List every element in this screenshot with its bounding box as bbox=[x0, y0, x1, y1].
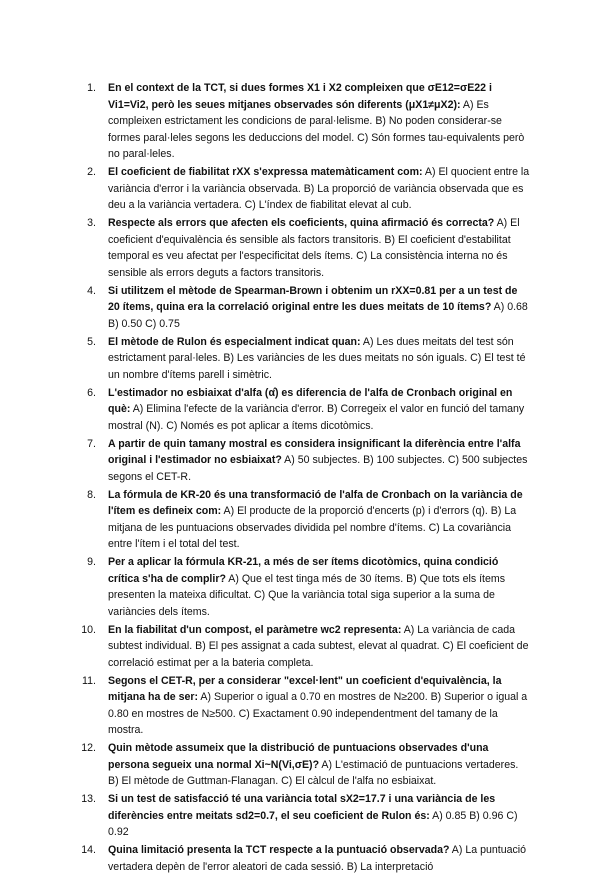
item-number: 10. bbox=[81, 623, 96, 636]
answer-options: A) 50 subjectes. B) 100 subjectes. C) 500 subjectes segons el CET-R. bbox=[108, 454, 528, 483]
list-item bbox=[0, 215, 600, 281]
list-item bbox=[0, 283, 600, 333]
item-number: 9. bbox=[87, 556, 96, 568]
question-stem: A partir de quin tamany mostral es considera insignificant la diferència entre l'alfa original i l'estimador no esbiaixat? bbox=[108, 437, 521, 466]
answer-options: A) Superior o igual a 0.70 en mostres de N≥200. B) Superior o igual a 0.80 en mostres de N≥500. C) Exactament 0.90 independentment del tamany de la mostra. bbox=[108, 691, 528, 736]
answer-options: A) Elimina l'efecte de la variància d'error. B) Corregeix el valor en funció del tamany mostral (N). C) Només es pot aplicar a ítems dicotòmics. bbox=[108, 403, 525, 432]
item-number: 6. bbox=[87, 386, 96, 399]
question-stem: El mètode de Rulon és especialment indicat quan: bbox=[108, 335, 361, 348]
item-number: 3. bbox=[87, 217, 96, 229]
question-stem: Respecte als errors que afecten els coeficients, quina afirmació és correcta? bbox=[108, 217, 495, 229]
item-number: 4. bbox=[87, 284, 96, 297]
list-item bbox=[0, 554, 600, 620]
answer-options: A) Les dues meitats del test són estrictament paral·leles. B) Les variàncies de les dues meitats no són iguals. C) El test té un nombre d'ítems parell i simètric. bbox=[108, 335, 526, 381]
answer-options: A) La puntuació vertadera depèn de l'error aleatori de cada sessió. B) La interpretació bbox=[108, 844, 527, 873]
list-item bbox=[0, 487, 600, 553]
list-item bbox=[0, 334, 600, 384]
answer-options: A) El producte de la proporció d'encerts (p) i d'errors (q). B) La mitjana de les puntuacions observades dividida pel nombre d'ítems. C) La covariància entre l'ítem i el total del test. bbox=[108, 505, 517, 550]
list-item bbox=[0, 842, 600, 875]
answer-options: A) Es compleixen estrictament les condicions de paral·lelisme. B) No poden considerar-se formes paral·leles segons les deduccions del model. C) Són formes tau-equivalents però no paral·leles. bbox=[108, 98, 525, 160]
item-number: 2. bbox=[87, 166, 96, 178]
question-stem: Si utilitzem el mètode de Spearman-Brown i obtenim un rXX=0.81 per a un test de 20 ítems, quina era la correlació original entre les dues meitats de 10 ítems? bbox=[108, 284, 518, 313]
answer-options: A) El coeficient d'equivalència és sensible als factors transitoris. B) El coeficient d'estabilitat temporal es veu afectat per l'especificitat dels ítems. C) La consistència interna no és sensible als errors deguts a factors transitoris. bbox=[108, 217, 520, 279]
answer-options: A) La variància de cada subtest individual. B) El pes assignat a cada subtest, elevat al quadrat. C) El coeficient de correlació estimat per a la bateria completa. bbox=[108, 623, 529, 669]
item-number: 13. bbox=[81, 793, 96, 805]
question-stem: Per a aplicar la fórmula KR-21, a més de ser ítems dicotòmics, quina condició crítica s'ha de complir? bbox=[108, 556, 499, 585]
list-item bbox=[0, 385, 600, 435]
item-number: 7. bbox=[87, 437, 96, 450]
answer-options: A) 0.68 B) 0.50 C) 0.75 bbox=[108, 301, 528, 330]
question-stem: L'estimador no esbiaixat d'alfa (α̂) es diferencia de l'alfa de Cronbach original en què: bbox=[108, 386, 513, 415]
question-stem: La fórmula de KR-20 és una transformació de l'alfa de Cronbach on la variància de l'ítem es defineix com: bbox=[108, 488, 523, 517]
question-stem: Segons el CET-R, per a considerar "excel·lent" un coeficient d'equivalència, la mitjana ha de ser: bbox=[108, 674, 502, 703]
item-number: 8. bbox=[87, 488, 96, 501]
list-item bbox=[0, 673, 600, 739]
question-stem: Quina limitació presenta la TCT respecte a la puntuació observada? bbox=[108, 844, 450, 856]
question-stem: En el context de la TCT, si dues formes X1 i X2 compleixen que σE12=σE22 i Vi1=Vi2, però les seues mitjanes observades són diferents (μX1≠μX2): bbox=[108, 82, 492, 111]
item-number: 1. bbox=[87, 82, 96, 94]
list-item bbox=[0, 164, 600, 214]
answer-options: A) 0.85 B) 0.96 C) 0.92 bbox=[108, 809, 518, 838]
question-stem: Si un test de satisfacció té una variància total sX2=17.7 i una variància de les diferències entre meitats sd2=0.7, el seu coeficient de Rulon és: bbox=[108, 793, 496, 822]
list-item bbox=[0, 622, 600, 672]
question-stem: Quin mètode assumeix que la distribució de puntuacions observades d'una persona segueix una normal Xi~N(Vi,σE)? bbox=[108, 742, 489, 771]
item-number: 5. bbox=[87, 335, 96, 348]
item-number: 14. bbox=[81, 844, 96, 856]
question-stem: En la fiabilitat d'un compost, el paràmetre wc2 representa: bbox=[108, 623, 402, 636]
question-list bbox=[0, 80, 600, 877]
list-item bbox=[0, 791, 600, 841]
list-item bbox=[0, 436, 600, 486]
list-item bbox=[0, 740, 600, 790]
question-stem: El coeficient de fiabilitat rXX s'expressa matemàticament com: bbox=[108, 166, 423, 178]
list-item bbox=[0, 80, 600, 163]
answer-options: A) L'estimació de puntuacions vertaderes. B) El mètode de Guttman-Flanagan. C) El càlcul de l'alfa no esbiaixat. bbox=[108, 758, 519, 787]
answer-options: A) El quocient entre la variància d'error i la variància observada. B) La proporció de variància observada que es deu a la variància vertadera. C) L'índex de fiabilitat elevat al cub. bbox=[108, 166, 530, 211]
answer-options: A) Que el test tinga més de 30 ítems. B) Que tots els ítems presenten la mateixa dificultat. C) Que la variància total siga superior a la suma de variàncies dels ítems. bbox=[108, 572, 506, 618]
item-number: 11. bbox=[82, 674, 96, 687]
item-number: 12. bbox=[81, 742, 96, 754]
